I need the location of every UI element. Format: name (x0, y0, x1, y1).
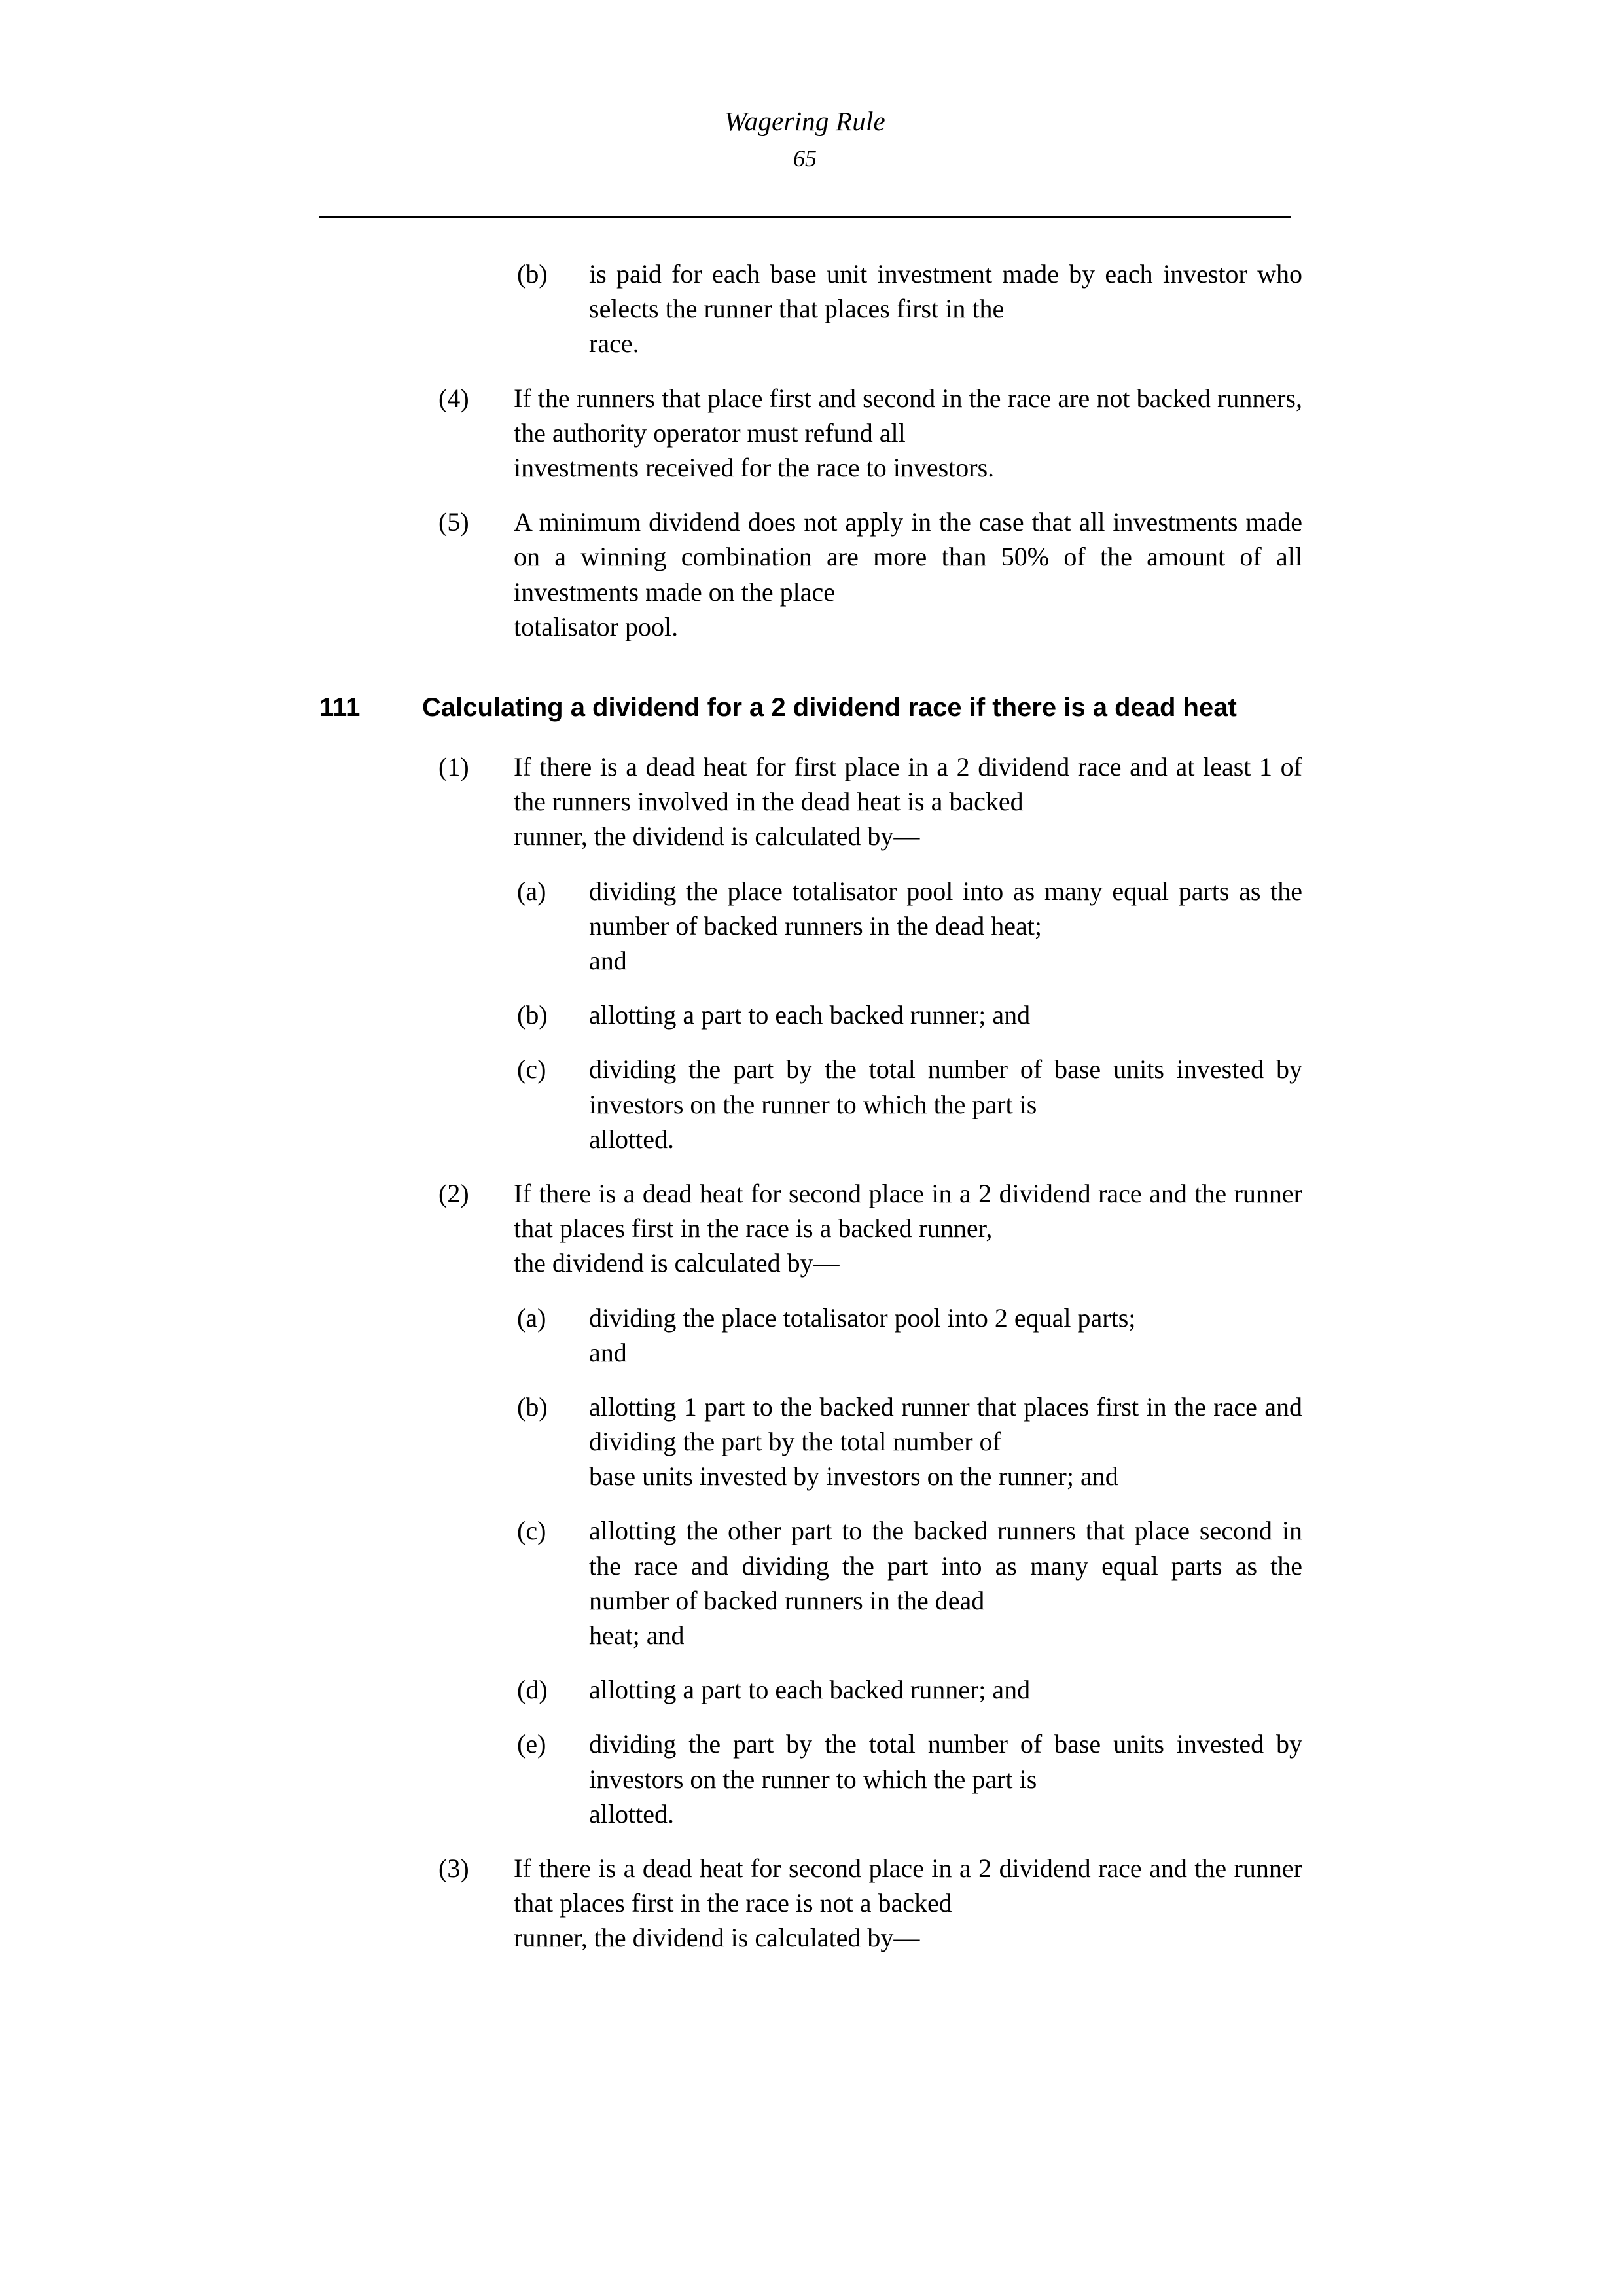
item-text-body: dividing the place totalisator pool into as many equal parts as the number of backed runners in the dead heat; (589, 876, 1302, 941)
paragraph-item (0, 1052, 1623, 1157)
paragraph-item (0, 257, 1623, 361)
header-divider (319, 216, 1291, 218)
item-marker: (b) (517, 1391, 548, 1422)
item-text-body: allotting the other part to the backed runners that place second in the race and dividing the part into as many equal parts as the number of backed runners in the dead (589, 1516, 1302, 1615)
item-text-last-line: heat; and (589, 1621, 685, 1650)
item-text (514, 381, 1302, 486)
clause-group-before-heading (0, 257, 1623, 644)
item-marker: (4) (438, 383, 469, 413)
section-heading-111 (0, 691, 1623, 725)
page-number: 65 (793, 145, 817, 172)
item-text-body: dividing the part by the total number of base units invested by investors on the runner to which the part is (589, 1054, 1302, 1119)
item-text-last-line: investments received for the race to investors. (514, 452, 995, 482)
clause-group-after-heading (0, 749, 1623, 1955)
item-text-last-line: runner, the dividend is calculated by— (514, 1923, 920, 1953)
item-marker: (1) (438, 752, 469, 782)
item-text-body: is paid for each base unit investment made by each investor who selects the runner that places first in the (589, 259, 1302, 324)
paragraph-item (0, 1300, 1623, 1370)
item-text-body: If there is a dead heat for second place in a 2 dividend race and the runner that places first in the race is a backed runner, (514, 1178, 1302, 1244)
item-text-body: allotting 1 part to the backed runner that places first in the race and dividing the part by the total number of (589, 1391, 1302, 1457)
subsection-item (0, 1851, 1623, 1956)
item-text-last-line: race. (589, 329, 639, 359)
item-text-body: dividing the place totalisator pool into 2 equal parts; (589, 1302, 1136, 1333)
item-text (589, 1300, 1302, 1370)
item-text (514, 749, 1302, 854)
item-text (589, 257, 1302, 361)
item-marker: (b) (517, 259, 548, 289)
item-text (589, 1052, 1302, 1157)
item-text-body: If there is a dead heat for second place in a 2 dividend race and the runner that places first in the race is not a backed (514, 1853, 1302, 1918)
paragraph-item (0, 1513, 1623, 1653)
section-title: Calculating a dividend for a 2 dividend race if there is a dead heat (422, 692, 1237, 722)
item-marker: (b) (517, 1000, 548, 1030)
item-text (589, 1727, 1302, 1831)
item-text (589, 1390, 1302, 1494)
item-marker: (3) (438, 1853, 469, 1883)
item-text-last-line: allotting a part to each backed runner; and (589, 1675, 1031, 1705)
item-marker: (a) (517, 1302, 546, 1333)
document-body (0, 257, 1623, 1975)
item-text-body: A minimum dividend does not apply in the case that all investments made on a winning combination are more than 50% of the amount of all investments made on the place (514, 507, 1302, 607)
item-text-last-line: allotted. (589, 1799, 674, 1829)
item-text-last-line: base units invested by investors on the runner; and (589, 1462, 1118, 1492)
paragraph-item (0, 997, 1623, 1032)
item-text-last-line: and (589, 1337, 627, 1367)
item-text-last-line: allotting a part to each backed runner; and (589, 1000, 1031, 1030)
paragraph-item (0, 1672, 1623, 1707)
item-text (589, 1672, 1302, 1707)
item-text-body: If there is a dead heat for first place in a 2 dividend race and at least 1 of the runners involved in the dead heat is a backed (514, 752, 1302, 817)
item-text-body: If the runners that place first and second in the race are not backed runners, the authority operator must refund all (514, 383, 1302, 448)
subsection-item (0, 1176, 1623, 1281)
item-text (514, 1176, 1302, 1281)
subsection-item (0, 381, 1623, 486)
item-text-last-line: totalisator pool. (514, 611, 679, 641)
paragraph-item (0, 1390, 1623, 1494)
item-marker: (d) (517, 1675, 548, 1705)
section-number: 111 (319, 692, 361, 722)
item-text-last-line: runner, the dividend is calculated by— (514, 821, 920, 852)
item-text (589, 997, 1302, 1032)
subsection-item (0, 749, 1623, 854)
item-marker: (2) (438, 1178, 469, 1208)
paragraph-item (0, 1727, 1623, 1831)
item-text (589, 1513, 1302, 1653)
item-text-last-line: and (589, 946, 627, 975)
item-text (514, 1851, 1302, 1956)
item-text-last-line: allotted. (589, 1124, 674, 1154)
subsection-item (0, 505, 1623, 644)
item-marker: (e) (517, 1729, 546, 1759)
item-marker: (a) (517, 876, 546, 906)
header-title: Wagering Rule (724, 106, 885, 136)
paragraph-item (0, 874, 1623, 978)
item-text-body: dividing the part by the total number of base units invested by investors on the runner to which the part is (589, 1729, 1302, 1794)
item-text (589, 874, 1302, 978)
item-text-last-line: the dividend is calculated by— (514, 1248, 840, 1278)
page-header (319, 105, 1291, 174)
item-marker: (c) (517, 1054, 546, 1085)
item-text (514, 505, 1302, 644)
item-marker: (5) (438, 507, 469, 537)
item-marker: (c) (517, 1516, 546, 1546)
